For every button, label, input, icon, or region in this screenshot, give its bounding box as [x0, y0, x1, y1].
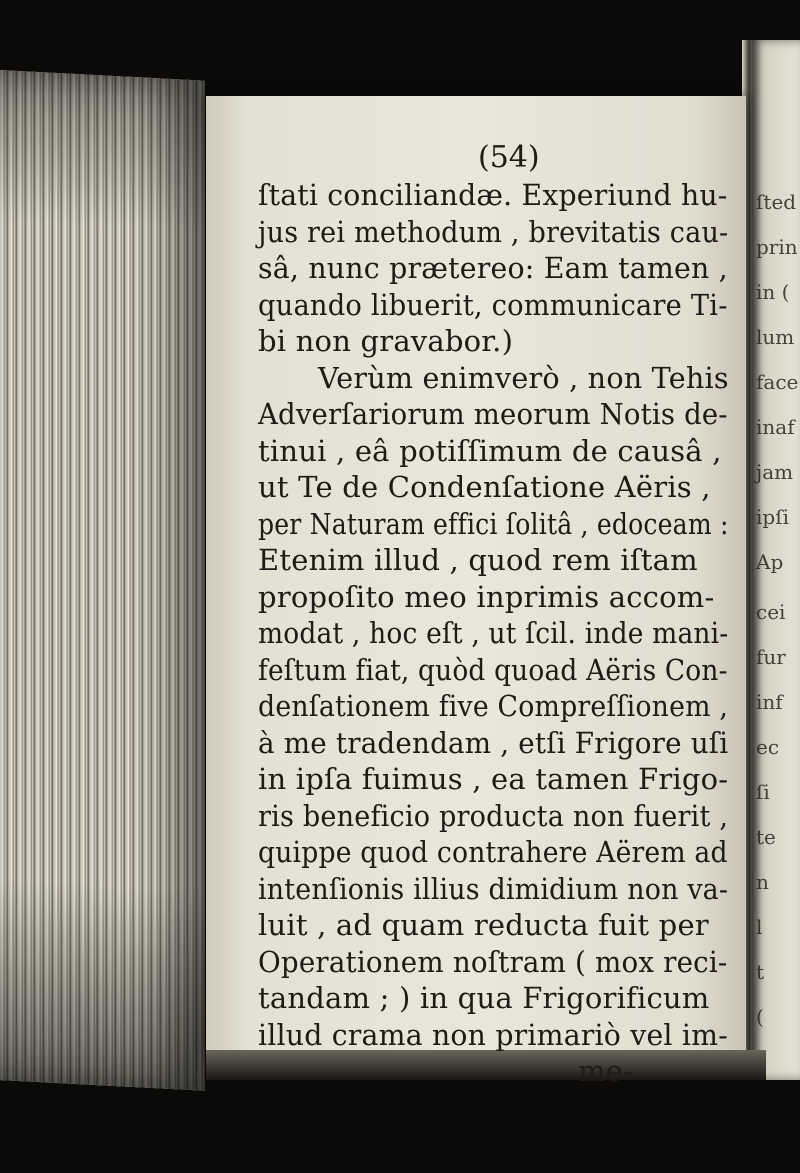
- right-fragment: lum: [756, 325, 795, 349]
- right-fragment: ipſi: [756, 505, 789, 529]
- catchword: me-: [578, 1054, 634, 1088]
- right-fragment: prin: [756, 235, 798, 259]
- right-fragment: Ap: [756, 550, 784, 574]
- text-line: Operationem noſtram ( mox reci-: [258, 944, 728, 979]
- left-page-edges: [0, 70, 205, 1091]
- text-line: ſtati conciliandæ. Experiund hu-: [258, 178, 728, 212]
- right-fragment: in (: [756, 280, 790, 304]
- text-line: sâ, nunc prætereo: Eam tamen ,: [258, 251, 728, 285]
- right-fragment: inf: [756, 690, 783, 714]
- right-fragment: fur: [756, 645, 786, 669]
- text-line: tinui , eâ potiſſimum de causâ ,: [258, 433, 722, 468]
- right-fragment: l: [756, 915, 763, 939]
- text-line: Adverſariorum meorum Notis de-: [258, 397, 728, 431]
- text-line: modat , hoc eſt , ut ſcil. inde mani-: [258, 616, 729, 650]
- right-page-fragment: [752, 40, 800, 1080]
- text-line: Verùm enimverò , non Tehis: [318, 360, 729, 395]
- text-line: ut Te de Condenſatione Aëris ,: [258, 470, 711, 504]
- page-bottom-edge: [206, 1050, 766, 1080]
- text-line: jus rei methodum , brevitatis cau-: [258, 214, 729, 249]
- text-line: quando libuerit, communicare Ti-: [258, 287, 728, 322]
- right-fragment: n: [756, 870, 769, 894]
- text-line: denſationem five Compreſſionem ,: [258, 689, 729, 723]
- right-fragment: inaf: [756, 415, 795, 439]
- text-line: tandam ; ) in qua Frigorificum: [258, 981, 710, 1015]
- right-fragment: ec: [756, 735, 780, 759]
- right-fragment: t: [756, 960, 765, 984]
- text-line: quippe quod contrahere Aërem ad: [258, 835, 728, 869]
- text-line: intenſionis illius dimidium non va-: [258, 871, 729, 906]
- text-line: feſtum fiat, quòd quoad Aëris Con-: [258, 652, 728, 687]
- text-line: propoſito meo inprimis accom-: [258, 579, 715, 614]
- right-fragment: jam: [756, 460, 794, 484]
- text-line: in ipſa fuimus , ea tamen Frigo-: [258, 762, 729, 796]
- right-fragment: ſted: [756, 190, 797, 214]
- right-fragment: face: [756, 370, 799, 394]
- right-fragment: (: [756, 1005, 764, 1029]
- right-fragment: ſi: [756, 780, 770, 804]
- text-line: bi non gravabor.): [258, 324, 514, 358]
- text-line: à me tradendam , etſi Frigore uſi: [258, 725, 729, 760]
- text-line: illud crama non primariò vel im-: [258, 1017, 728, 1052]
- right-fragment: cei: [756, 600, 786, 624]
- text-line: Etenim illud , quod rem iſtam: [258, 543, 698, 577]
- text-line: per Naturam effici ſolitâ , edoceam :: [258, 506, 729, 541]
- right-fragment: te: [756, 825, 776, 849]
- page-number: (54): [478, 140, 540, 175]
- text-line: luit , ad quam reducta fuit per: [258, 908, 709, 942]
- text-line: ris beneficio producta non fuerit ,: [258, 798, 729, 833]
